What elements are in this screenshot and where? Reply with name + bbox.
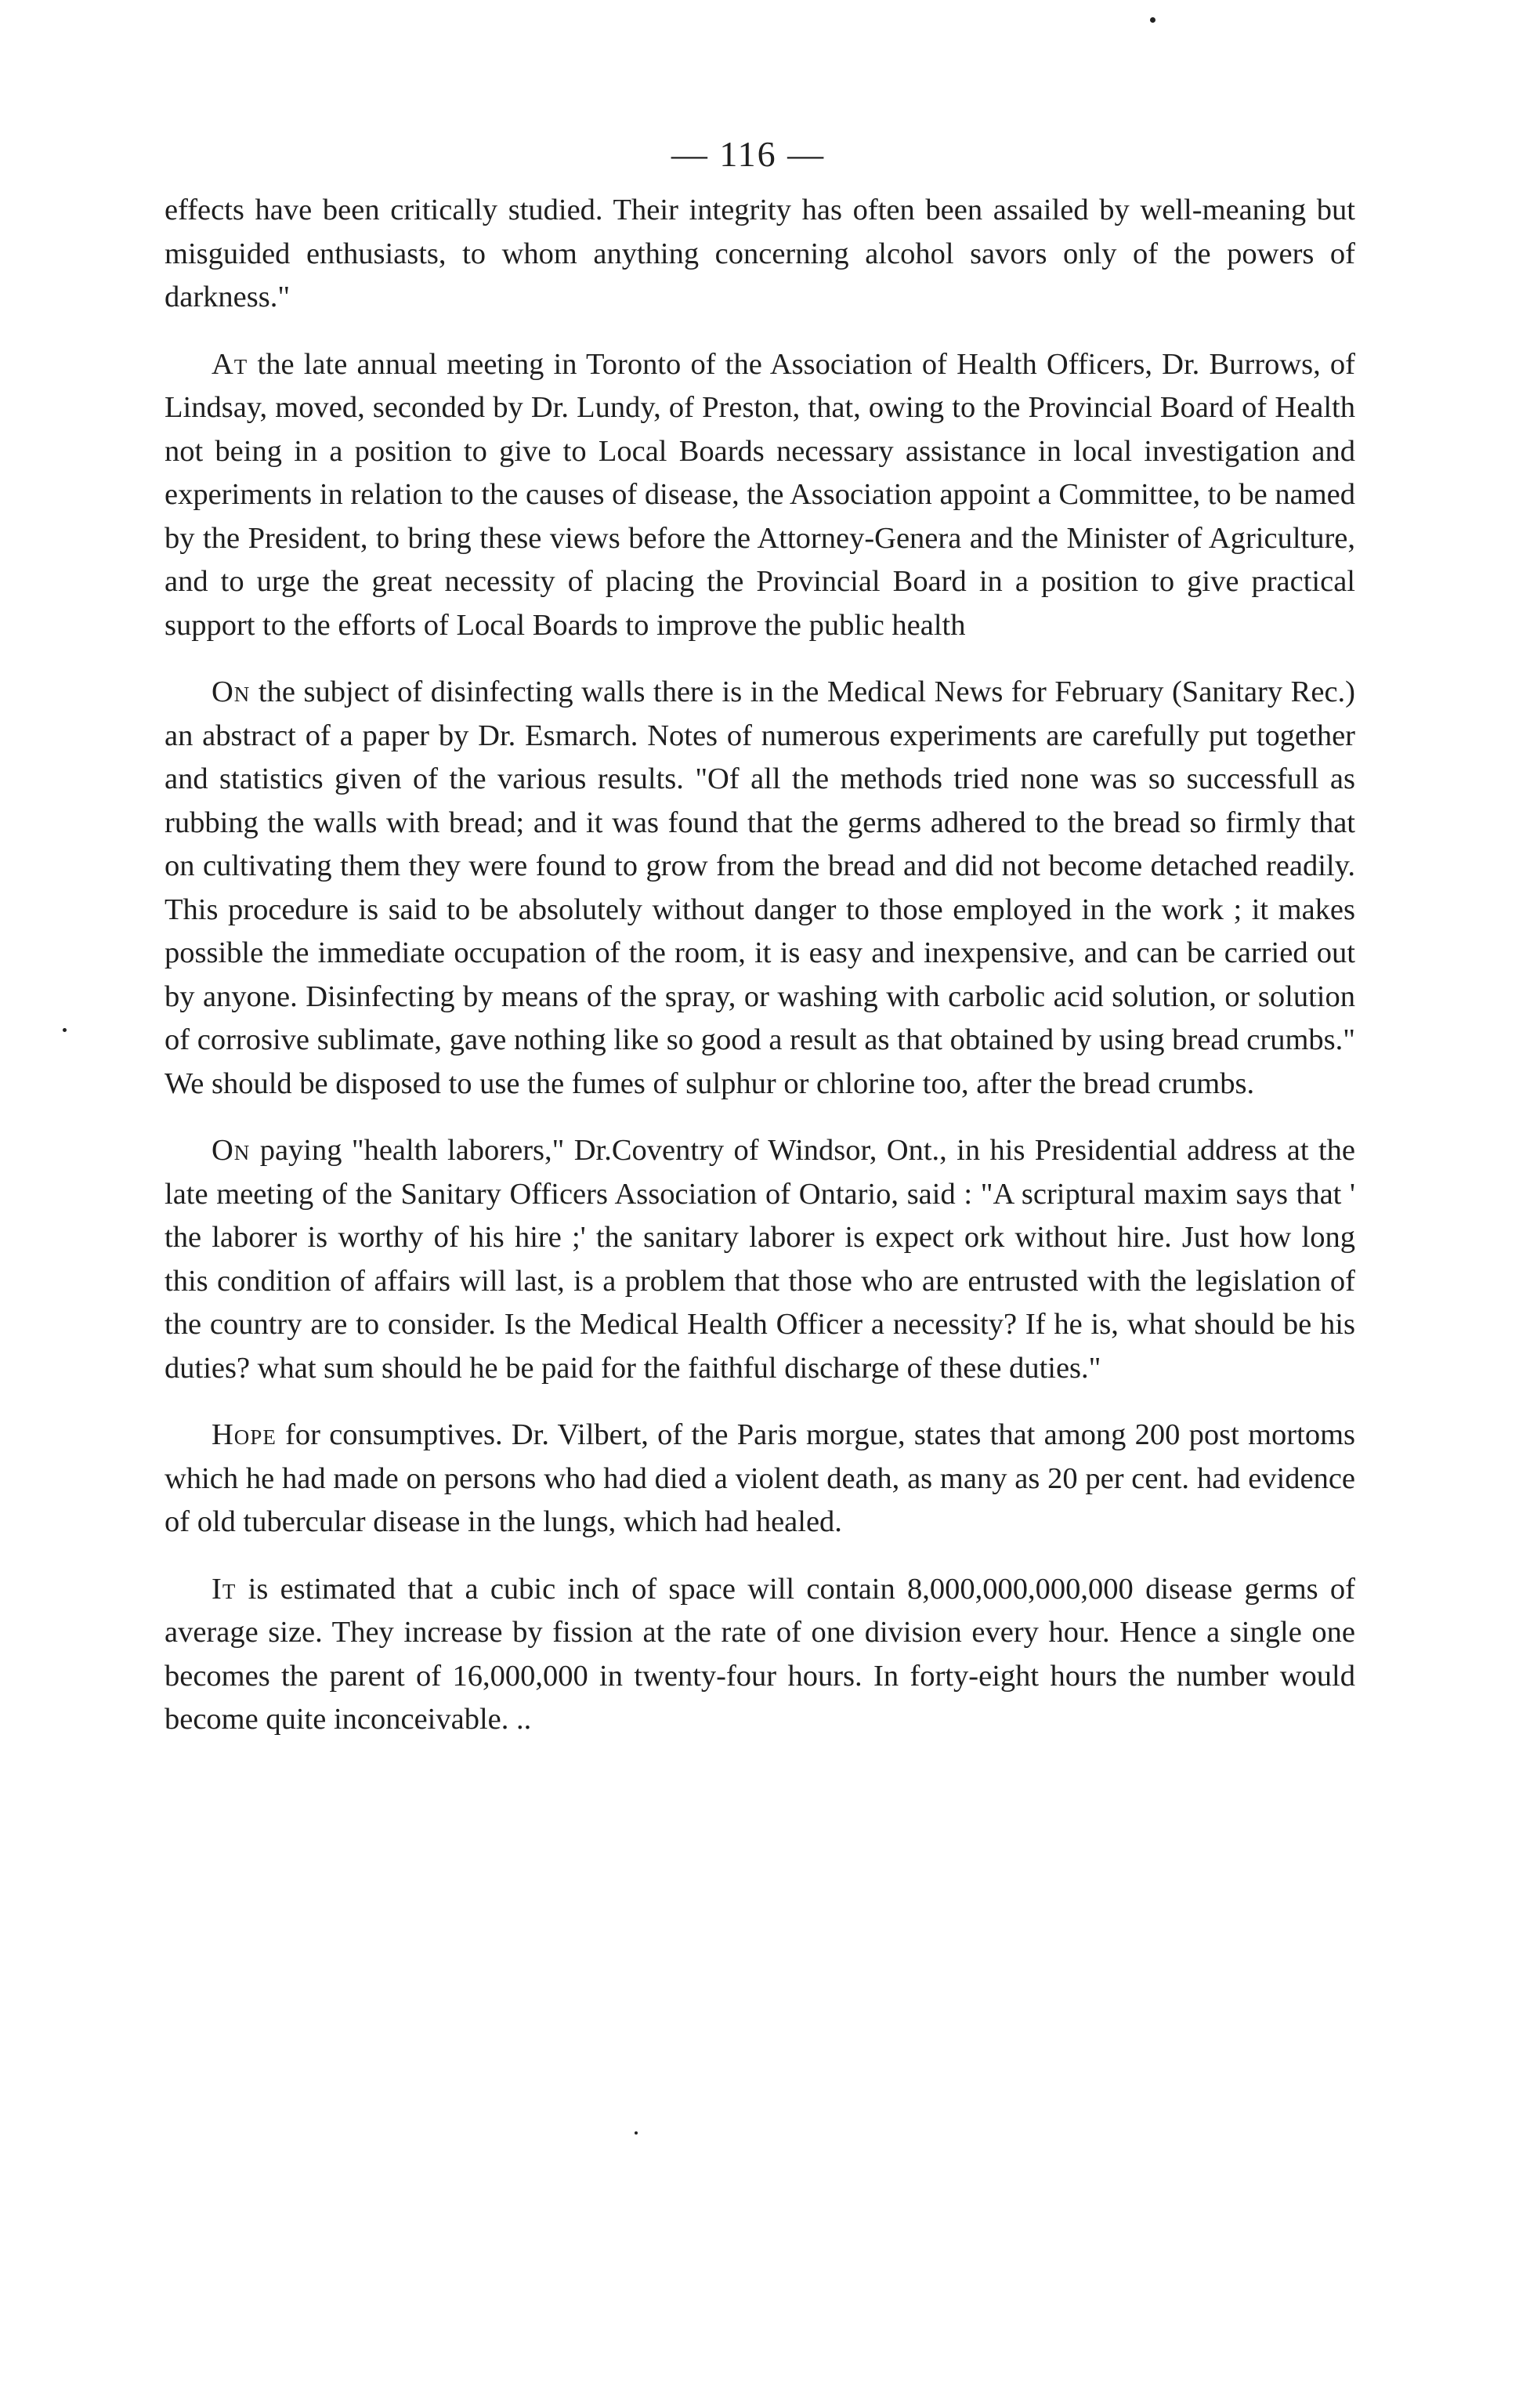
print-speck <box>635 2131 638 2135</box>
paragraph-disinfecting-walls <box>165 671 1355 1106</box>
document-page <box>165 133 1355 1765</box>
paragraph-text: the subject of disinfecting walls there is in the Medical News for February (Sanitary Rec.) an abstract of a paper by Dr. Esmarch. Notes of numerous experiments are carefully put together and statistics given of the various results. "Of all the methods tried none was so successfull as rubbing the walls with bread; and it was found that the germs adhered to the bread so firmly that on cultivating them they were found to grow from the bread and did not become detached readily. This procedure is said to be absolutely without danger to those employed in the work ; it makes possible the immediate occupation of the room, it is easy and inexpensive, and can be carried out by anyone. Disinfecting by means of the spray, or washing with carbolic acid solution, or solution of corrosive sublimate, gave nothing like so good a result as that obtained by using bread crumbs." We should be disposed to use the fumes of sulphur or chlorine too, after the bread crumbs. <box>165 675 1355 1100</box>
paragraph-lead: At <box>212 347 248 381</box>
paragraph-text: is estimated that a cubic inch of space will contain 8,000,000,000,000 disease germs of average size. They increase by fission at the rate of one division every hour. Hence a single one becomes the parent of 16,000,000 in twenty-four hours. In forty-eight hours the number would become quite inconceivable. .. <box>165 1572 1355 1736</box>
paragraph-consumptives <box>165 1414 1355 1544</box>
paragraph-continued <box>165 189 1355 320</box>
paragraph-text: the late annual meeting in Toronto of the Association of Health Officers, Dr. Burrows, of Lindsay, moved, seconded by Dr. Lundy, of Preston, that, owing to the Provincial Board of Health not being in a position to give to Local Boards necessary assistance in local investigation and experiments in relation to the causes of disease, the Association appoint a Committee, to be named by the President, to bring these views before the Attorney-Genera and the Minister of Agriculture, and to urge the great necessity of placing the Provincial Board in a position to give practical support to the efforts of Local Boards to improve the public health <box>165 347 1355 642</box>
paragraph-lead: Hope <box>212 1418 277 1451</box>
paragraph-health-laborers <box>165 1129 1355 1390</box>
paragraph-lead: On <box>212 675 251 708</box>
print-speck <box>63 1028 67 1032</box>
paragraph-disease-germs <box>165 1568 1355 1742</box>
paragraph-lead: It <box>212 1572 237 1606</box>
paragraph-text: effects have been critically studied. Their integrity has often been assailed by well-meaning but misguided enthusiasts, to whom anything concerning alcohol savors only of the powers of darkness." <box>165 194 1355 313</box>
page-number: — 116 — <box>671 134 826 174</box>
paragraph-health-officers <box>165 343 1355 648</box>
paragraph-text: for consumptives. Dr. Vilbert, of the Paris morgue, states that among 200 post mortoms which he had made on persons who had died a violent death, as many as 20 per cent. had evidence of old tubercular disease in the lungs, which had healed. <box>165 1418 1355 1538</box>
paragraph-lead: On <box>212 1134 251 1167</box>
paragraph-text: paying "health laborers," Dr.Coventry of Windsor, Ont., in his Presidential address at the late meeting of the Sanitary Officers Association of Ontario, said : "A scriptural maxim says that ' the laborer is worthy of his hire ;' the sanitary laborer is expect ork without hire. Just how long this condition of affairs will last, is a problem that those who are entrusted with the legislation of the country are to consider. Is the Medical Health Officer a necessity? If he is, what should be his duties? what sum should he be paid for the faithful discharge of these duties." <box>165 1134 1355 1385</box>
print-speck <box>1150 17 1155 23</box>
